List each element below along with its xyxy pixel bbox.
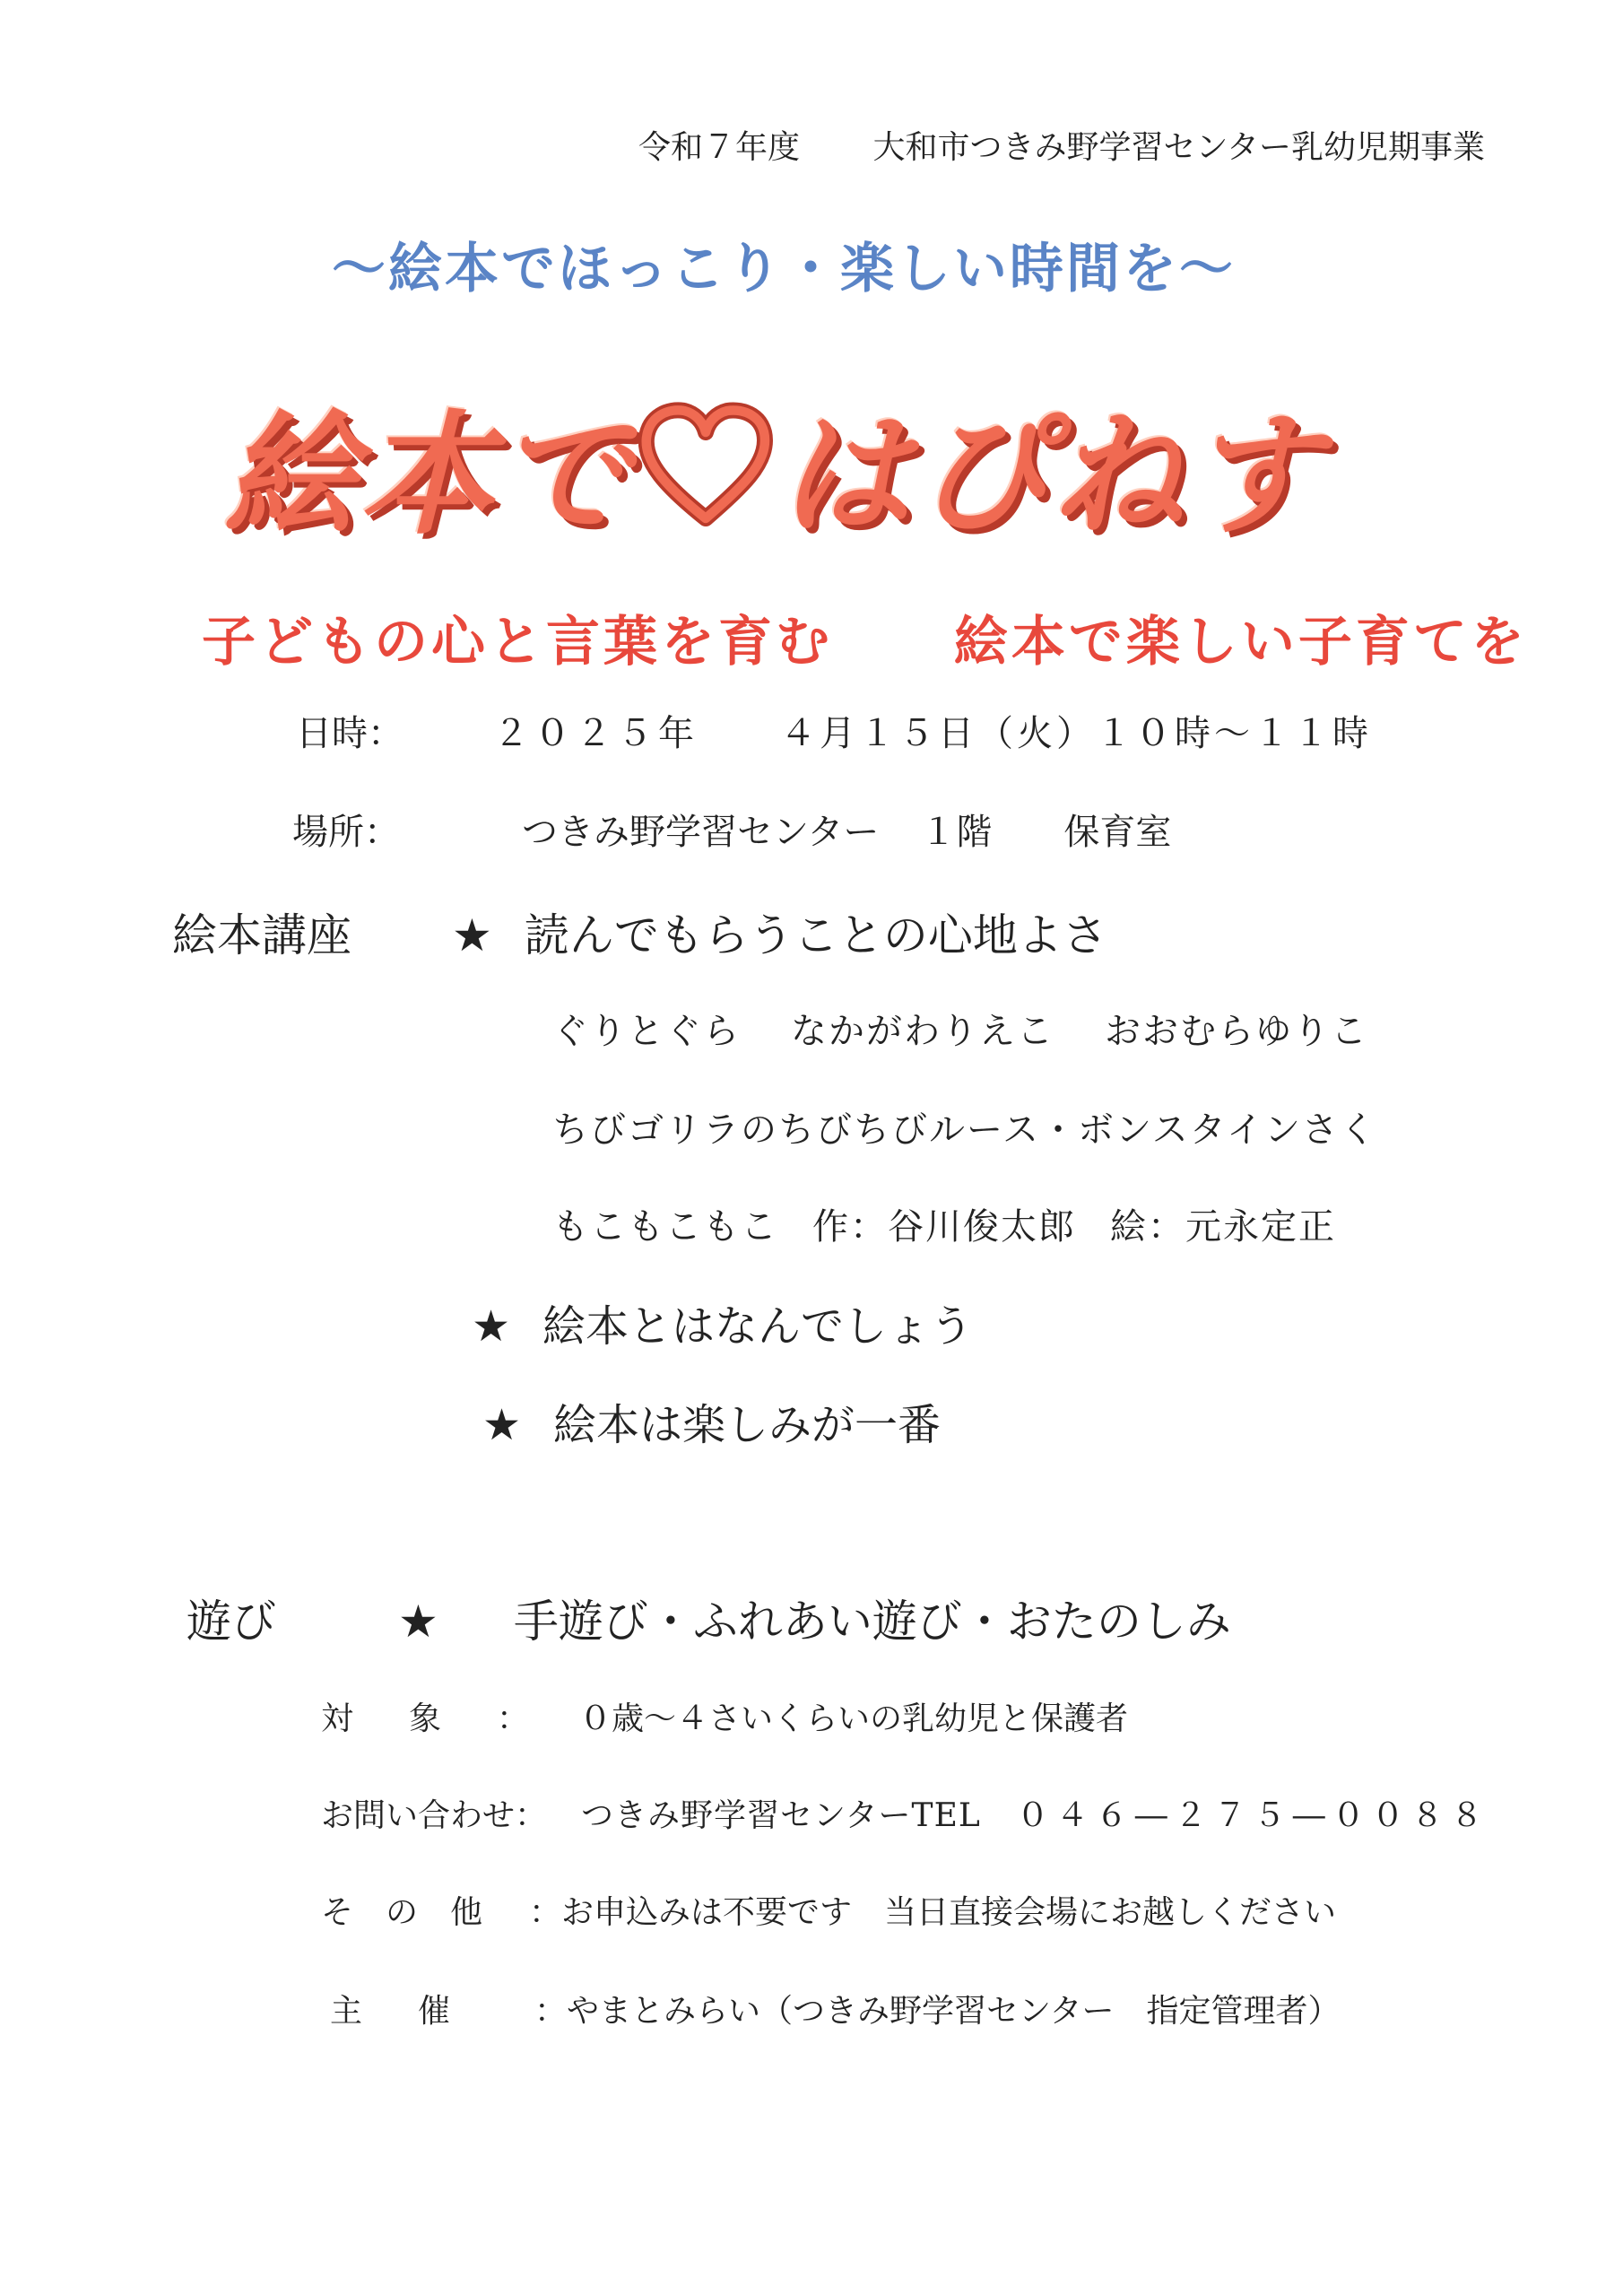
- other-value-2: 当日直接会場にお越しください: [884, 1894, 1337, 1931]
- lecture-row: [172, 900, 1107, 964]
- tagline-part-1: 子どもの心と言葉を育む: [202, 611, 833, 674]
- lecture-item-3: 絵本は楽しみが一番: [553, 1400, 942, 1450]
- fiscal-year: 令和７年度: [638, 129, 801, 166]
- organizer-value: ：やまとみらい（つきみ野学習センター 指定管理者）: [534, 1993, 1341, 2030]
- contact-label: お問い合わせ：: [321, 1797, 548, 1834]
- tagline: [202, 599, 1528, 676]
- other-row: [321, 1887, 1336, 1933]
- book-illustrator: おおむらゆりこ: [1105, 1011, 1368, 1052]
- star-icon: ★: [482, 1400, 522, 1450]
- book-line-3: [552, 1198, 1370, 1249]
- contact-value: つきみ野学習センターTEL: [581, 1797, 981, 1834]
- book-line-2: [552, 1101, 1377, 1152]
- star-icon: ★: [398, 1596, 438, 1648]
- datetime-row: [296, 705, 1372, 756]
- lecture-item-3-row: [482, 1390, 941, 1452]
- target-value: ０歳～４さいくらいの乳幼児と保護者: [579, 1700, 1129, 1737]
- datetime-label: 日時：: [296, 713, 404, 754]
- title-part-2: はぴねす: [778, 398, 1324, 552]
- contact-tel: ０４６―２７５―００８８: [1016, 1797, 1490, 1834]
- target-row: [321, 1693, 1128, 1739]
- organizer-row: [330, 1986, 1341, 2031]
- subtitle: ～絵本でほっこり・楽しい時間を～: [332, 238, 1236, 300]
- book-line-1: [552, 1003, 1419, 1054]
- title-part-1: 絵本で: [224, 398, 633, 552]
- lecture-label: 絵本講座: [172, 909, 352, 961]
- lecture-item-2: 絵本とはなんでしょう: [542, 1301, 974, 1352]
- lecture-item-2-row: [472, 1292, 973, 1353]
- main-title: [224, 370, 1324, 560]
- place-floor: １階: [920, 812, 993, 853]
- play-row: [187, 1586, 1231, 1650]
- book-illustrator: 絵：元永定正: [1110, 1206, 1336, 1248]
- book-title: もこもこもこ: [552, 1206, 778, 1248]
- place-row: [292, 804, 1171, 855]
- place-venue: つきみ野学習センター: [522, 812, 880, 853]
- tagline-part-2: 絵本で楽しい子育てを: [953, 611, 1528, 674]
- place-label: 場所：: [292, 812, 400, 853]
- heart-icon: [638, 402, 773, 527]
- book-title: ぐりとぐら: [552, 1011, 741, 1052]
- contact-row: [321, 1790, 1490, 1836]
- event-year: ２０２５年: [493, 713, 699, 754]
- book-author: なかがわりえこ: [791, 1011, 1055, 1052]
- play-content: 手遊び・ふれあい遊び・おたのしみ: [513, 1596, 1231, 1648]
- lecture-item-1: 読んでもらうことの心地よさ: [524, 909, 1107, 961]
- program-name: 大和市つきみ野学習センター乳幼児期事業: [872, 129, 1486, 166]
- header-line: [638, 122, 1485, 168]
- target-label: 対象：: [321, 1700, 586, 1737]
- play-label: 遊び: [187, 1596, 276, 1648]
- book-title: ちびゴリラのちびちびルース・ボンスタインさく: [552, 1109, 1377, 1151]
- organizer-label: 主催: [330, 1993, 507, 2030]
- other-label: その他: [321, 1894, 516, 1931]
- event-date-time: ４月１５日（火）１０時～１１時: [780, 713, 1372, 754]
- star-icon: ★: [452, 909, 492, 961]
- place-room: 保育室: [1063, 812, 1172, 853]
- book-author: 作：谷川俊太郎: [812, 1206, 1076, 1248]
- other-value-1: ：お申込みは不要です: [529, 1894, 853, 1931]
- star-icon: ★: [472, 1301, 511, 1352]
